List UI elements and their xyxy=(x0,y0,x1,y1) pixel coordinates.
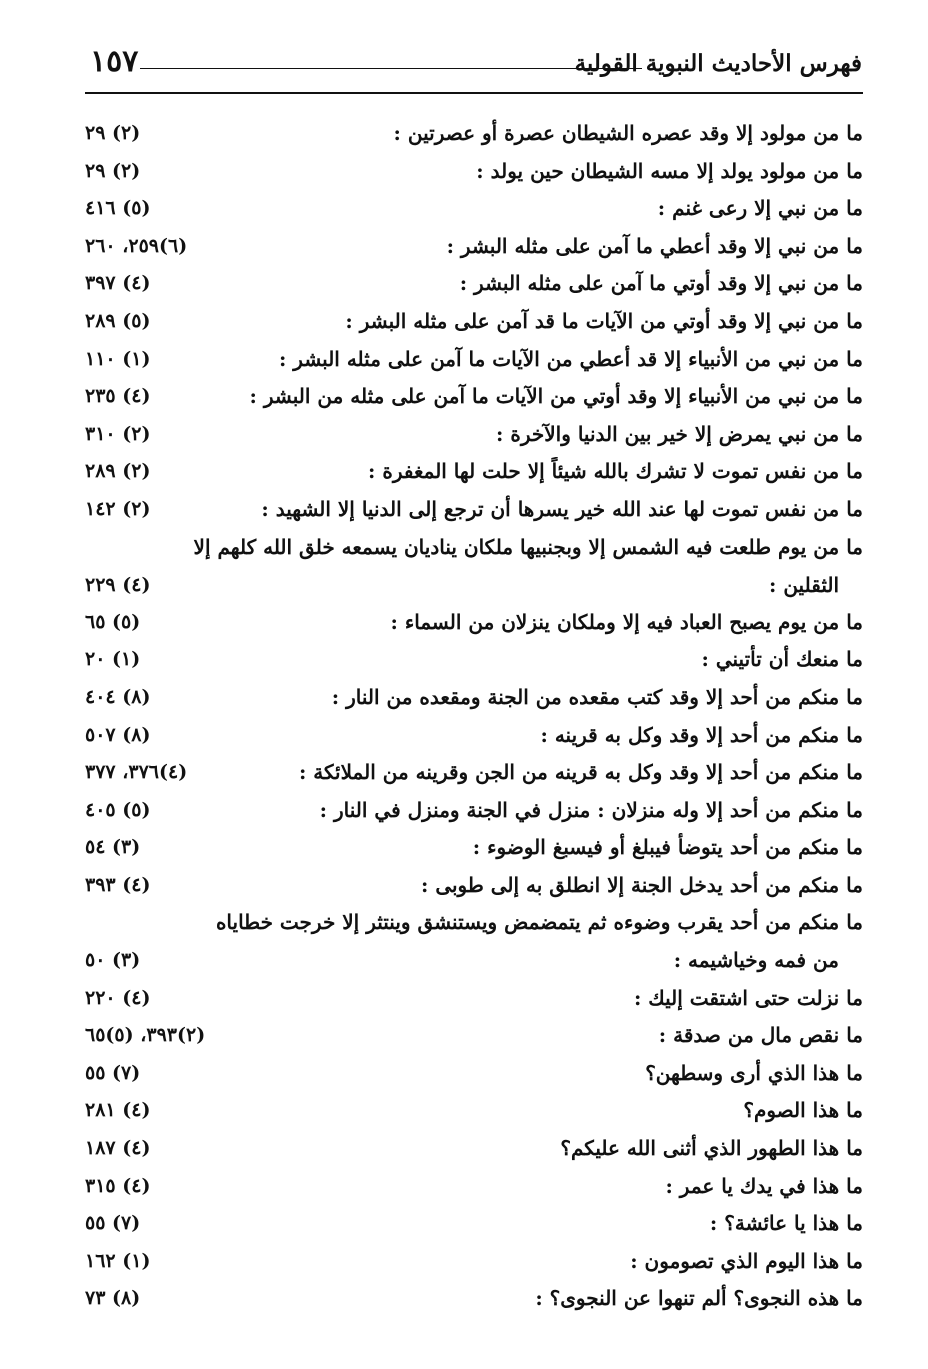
volume-page-ref: (٤) ٣٩٧ xyxy=(85,272,151,295)
index-entry xyxy=(85,790,863,828)
page-number: ١٥٧ xyxy=(90,44,139,79)
hadith-text: ما من نبي من الأنبياء إلا وقد أوتي من الآيات ما آمن على مثله من البشر : xyxy=(249,384,863,409)
index-entry xyxy=(85,1278,863,1316)
hadith-text: ما من نبي يمرض إلا خير بين الدنيا والآخرة : xyxy=(496,421,863,446)
hadith-text: ما منكم من أحد إلا وقد وكل به قرينه من الجن وقرينه من الملائكة : xyxy=(298,760,863,785)
volume-page-ref: (٢) ٢٨٩ xyxy=(85,460,151,483)
volume-page-ref: (٢) ٢٩ xyxy=(85,122,141,144)
hadith-text: ما هذه النجوى؟ ألم تنهوا عن النجوى؟ : xyxy=(535,1286,863,1311)
volume-page-ref: (٣) ٥٤ xyxy=(85,836,141,859)
index-entry xyxy=(85,1166,863,1204)
index-entry xyxy=(85,188,863,226)
volume-page-ref: (١) ١٦٢ xyxy=(85,1249,151,1272)
index-entry xyxy=(85,263,863,301)
hadith-text: ما نزلت حتى اشتقت إليك : xyxy=(633,985,863,1010)
index-entry xyxy=(85,414,863,452)
index-entry xyxy=(85,677,863,715)
volume-page-ref: (٢) ٣١٠ xyxy=(85,422,151,445)
volume-page-ref: (٤) ٢٢٩ xyxy=(85,573,151,596)
hadith-text: ما من نفس تموت لها عند الله خير يسرها أن ترجع إلى الدنيا إلا الشهيد : xyxy=(261,496,863,521)
index-entry xyxy=(85,752,863,790)
hadith-text: ما من نبي من الأنبياء إلا قد أعطي من الآيات ما آمن على مثله البشر : xyxy=(278,346,863,371)
volume-page-ref: (٤) ٢٣٥ xyxy=(85,385,151,408)
volume-page-ref: (٣) ٥٠ xyxy=(85,949,141,972)
hadith-text: ما منكم من أحد إلا وقد وكل به قرينه : xyxy=(540,722,863,747)
volume-page-ref: (٧) ٥٥ xyxy=(85,1212,141,1235)
volume-page-ref: (٦)٢٥٩، ٢٦٠ xyxy=(85,234,188,257)
volume-page-ref: (٢) ١٤٢ xyxy=(85,497,151,520)
index-entry xyxy=(85,376,863,414)
volume-page-ref: (٧) ٥٥ xyxy=(85,1061,141,1084)
index-entry xyxy=(85,902,863,977)
volume-page-ref: (٤) ٢٢٠ xyxy=(85,986,151,1009)
volume-page-ref: (٤) ١٨٧ xyxy=(85,1137,151,1160)
volume-page-ref: (٢)٣٩٣، (٥)٦٥ xyxy=(85,1024,206,1047)
hadith-text-continuation: الثقلين : xyxy=(768,572,839,597)
hadith-text: ما هذا الذي أرى وسطهن؟ xyxy=(645,1060,863,1085)
hadith-text: ما من يوم يصبح العباد فيه إلا وملكان ينزلان من السماء : xyxy=(390,609,863,634)
header-rule xyxy=(85,92,863,94)
hadith-text: ما من يوم طلعت فيه الشمس إلا وبجنبيها ملكان يناديان يسمعه خلق الله كلهم إلا xyxy=(193,534,863,559)
volume-page-ref: (٨) ٥٠٧ xyxy=(85,723,151,746)
hadith-text: ما من نفس تموت لا تشرك بالله شيئاً إلا حلت لها المغفرة : xyxy=(368,459,863,484)
hadith-text: ما هذا يا عائشة؟ : xyxy=(709,1211,863,1236)
index-entry xyxy=(85,1015,863,1053)
hadith-text: ما هذا الطهور الذي أثنى الله عليكم؟ xyxy=(560,1136,863,1161)
index-entry xyxy=(85,451,863,489)
hadith-text: ما من نبي إلا وقد أوتي ما آمن على مثله البشر : xyxy=(459,271,863,296)
hadith-text: ما هذا الصوم؟ xyxy=(743,1098,863,1123)
running-title: فهرس الأحاديث النبوية القولية xyxy=(574,50,862,77)
index-entry xyxy=(85,1241,863,1279)
index-entry xyxy=(85,1203,863,1241)
index-entry xyxy=(85,226,863,264)
volume-page-ref: (٤) ٢٨١ xyxy=(85,1099,151,1122)
hadith-text: ما منكم من أحد يدخل الجنة إلا انطلق به إلى طوبى : xyxy=(420,872,863,897)
volume-page-ref: (٥) ٦٥ xyxy=(85,610,141,633)
index-entry xyxy=(85,527,863,602)
volume-page-ref: (١) ١١٠ xyxy=(85,347,151,370)
volume-page-ref: (٥) ٤٠٥ xyxy=(85,798,151,821)
hadith-text: ما هذا في يدك يا عمر : xyxy=(665,1173,863,1198)
volume-page-ref: (٨) ٧٣ xyxy=(85,1287,141,1310)
page-header xyxy=(90,44,862,92)
volume-page-ref: (٢) ٢٩ xyxy=(85,159,141,182)
volume-page-ref: (٥) ٢٨٩ xyxy=(85,309,151,332)
index-entry xyxy=(85,113,863,151)
hadith-text: ما منكم من أحد إلا وله منزلان : منزل في الجنة ومنزل في النار : xyxy=(319,797,863,822)
volume-page-ref: (١) ٢٠ xyxy=(85,648,141,671)
hadith-text: ما من نبي إلا وقد أوتي من الآيات ما قد آمن على مثله البشر : xyxy=(345,308,863,333)
header-leader-line xyxy=(140,68,642,69)
index-entry xyxy=(85,339,863,377)
hadith-text: ما نقص مال من صدقة : xyxy=(658,1023,863,1048)
volume-page-ref: (٨) ٤٠٤ xyxy=(85,685,151,708)
index-entry xyxy=(85,639,863,677)
hadith-text: ما من نبي إلا رعى غنم : xyxy=(657,196,863,221)
volume-page-ref: (٤) ٣١٥ xyxy=(85,1174,151,1197)
hadith-text: ما منعك أن تأتيني : xyxy=(701,647,863,672)
volume-page-ref: (٤) ٣٩٣ xyxy=(85,873,151,896)
index-entry xyxy=(85,865,863,903)
index-entry xyxy=(85,1053,863,1091)
hadith-text: ما من مولود يولد إلا مسه الشيطان حين يولد : xyxy=(476,158,863,183)
hadith-text: ما منكم من أحد يتوضأ فيبلغ أو فيسبغ الوضوء : xyxy=(472,835,863,860)
volume-page-ref: (٥) ٤١٦ xyxy=(85,197,151,220)
index-entry xyxy=(85,1090,863,1128)
hadith-text: ما من نبي إلا وقد أعطي ما آمن على مثله البشر : xyxy=(446,233,863,258)
index-entry xyxy=(85,1128,863,1166)
hadith-text: ما من مولود إلا وقد عصره الشيطان عصرة أو عصرتين : xyxy=(393,121,863,145)
hadith-text: ما هذا اليوم الذي تصومون : xyxy=(630,1248,863,1273)
hadith-text: ما منكم من أحد إلا وقد كتب مقعده من الجنة ومقعده من النار : xyxy=(331,684,863,709)
index-entry xyxy=(85,151,863,189)
hadith-text-continuation: من فمه وخياشيمه : xyxy=(673,948,839,973)
index-entry xyxy=(85,827,863,865)
index-entry xyxy=(85,602,863,640)
index-entry xyxy=(85,715,863,753)
volume-page-ref: (٤)٣٧٦، ٣٧٧ xyxy=(85,761,188,784)
hadith-index-list xyxy=(85,113,863,1316)
index-entry xyxy=(85,301,863,339)
index-entry xyxy=(85,489,863,527)
index-entry xyxy=(85,978,863,1016)
hadith-text: ما منكم من أحد يقرب وضوءه ثم يتمضمض ويستنشق وينتثر إلا خرجت خطاياه xyxy=(215,910,863,935)
